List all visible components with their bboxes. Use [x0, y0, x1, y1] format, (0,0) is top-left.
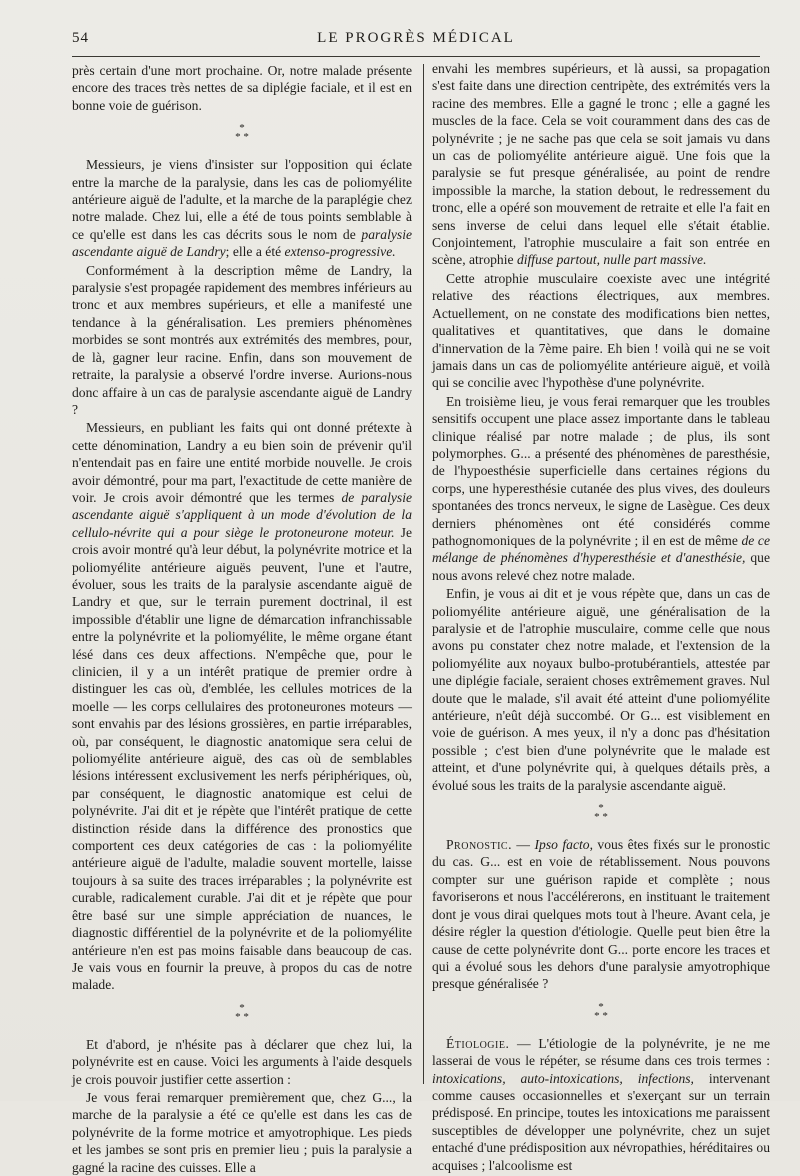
separator-stars: * * — [235, 1010, 249, 1023]
separator-stars: * * — [235, 131, 249, 144]
separator-star: * — [598, 1000, 604, 1013]
italic-term: paralysie ascendante aiguë de Landry — [72, 226, 412, 260]
section-separator — [72, 124, 412, 142]
paragraph: envahi les membres supérieurs, et là aussi, sa propagation s'est faite dans une direction centripète, des extrémités vers la racine des membres. Elle a gagné le tronc ; elle a gagné les muscles de la face. Cela se voit couramment dans des cas de polynévrite ; je ne sache pas que cela se soit jamais vu dans un cas de poliomyélite antérieure aiguë. Une fois que la paralysie se fut presque généralisée, au point de rendre impossible la marche, la station debout, le redressement du tronc, elle a opéré son mouvement de retraite et elle l'a fait en sens inverse de celui dans lequel elle s'était établie. Conjointement, l'atrophie musculaire a fait son entrée en scène, atrophie diffuse partout, nulle part massive. — [432, 61, 770, 268]
paragraph: Je vous ferai remarquer premièrement que, chez G..., la marche de la paralysie a été ce qu'elle est dans les cas de polynévrite de la forme motrice et amyotrophique. Les pieds et les jambes se sont pris en premier lieu ; puis la paralysie a gagné la racine des cuisses. Elle a — [72, 1089, 412, 1175]
italic-term: Ipso facto — [534, 837, 590, 853]
right-column — [432, 60, 770, 1174]
paragraph: Cette atrophie musculaire coexiste avec une intégrité relative des réactions électriques, aux membres. Actuellement, on ne constate des modifications bien nettes, qualitatives et quantitatives, que dans le domaine d'innervation de la 7ème paire. Eh bien ! voilà qui ne se voit jamais dans un cas de poliomyélite antérieure aiguë, et voilà qui se concilie avec l'hypothèse d'une polynévrite. — [432, 270, 770, 391]
italic-term: de ce mélange de phénomènes d'hyperesthésie et d'anesthésie, — [432, 532, 770, 566]
section-separator — [72, 1001, 412, 1023]
section-heading: Pronostic. — [446, 837, 512, 853]
paragraph: En troisième lieu, je vous ferai remarquer que les troubles sensitifs occupent une place assez importante dans le tableau clinique réalisé par notre malade ; de plus, ils sont polymorphes. G... a présenté des phénomènes de paresthésie, de l'hypoesthésie superficielle dans certaines régions du corps, une hyperesthésie cutanée des plus vives, des douleurs spontanées des troncs nerveux, le signe de Lasègue. Ces deux derniers phénomènes ont été considérés comme pathognomoniques de la polynévrite ; il en est de même de ce mélange de phénomènes d'hyperesthésie et d'anesthésie, que nous avons relevé chez notre malade. — [432, 393, 770, 583]
page-header — [72, 30, 760, 52]
paragraph: près certain d'une mort prochaine. Or, notre malade présente encore des traces très nettes de sa diplégie faciale, et il est en bonne voie de guérison. — [72, 63, 412, 113]
paragraph: Enfin, je vous ai dit et je vous répète que, dans un cas de poliomyélite antérieure aiguë, une généralisation de la paralysie et de l'atrophie musculaire, comme celle que nous avons pu constater chez notre malade, et l'extension de la poliomyélite aux noyaux bulbo-protubérantiels, attestée par une diplégie faciale, seraient choses extrêmement graves. Nul doute que le malade, s'il avait été atteint d'une poliomyélite antérieure, n'eût déjà succombé. Or G... est visiblement en voie de guérison. A mes yeux, il n'y a donc pas d'hésitation possible ; c'est bien d'une polynévrite que le malade est atteint, et d'une polynévrite qui, à quelques détails près, a évolué sous les traits de la paralysie ascendante aiguë. — [432, 586, 770, 793]
etiologie-paragraph: Étiologie. — L'étiologie de la polynévrite, je ne me lasserai de vous le répéter, se résume dans ces trois termes : intoxications, auto-intoxications, infections, intervenant comme causes occasionnelles et s'exerçant sur un terrain prédisposé. En principe, toutes les intoxications me paraissent susceptibles de développer une polynévrite, chez un sujet entaché d'une prédisposition aux névropathies, héréditaires ou acquises ; l'alcoolisme est — [432, 1035, 770, 1173]
running-title: LE PROGRÈS MÉDICAL — [317, 30, 515, 46]
left-column — [72, 62, 412, 1176]
italic-term: extenso-progressive. — [284, 244, 396, 260]
separator-star: * — [239, 122, 245, 135]
page-number: 54 — [72, 30, 89, 46]
paragraph: Messieurs, je viens d'insister sur l'opposition qui éclate entre la marche de la paralysie, dans les cas de poliomyélite antérieure aiguë de l'adulte, et la marche de la paraplégie chez notre malade. Chez lui, elle a été de tous points semblable à ce qu'elle est dans les cas décrits sous le nom de paralysie ascendante aiguë de Landry; elle a été extenso-progressive. — [72, 157, 412, 260]
separator-stars: * * — [594, 1009, 608, 1022]
section-separator — [432, 1000, 770, 1022]
italic-term: intoxications, auto-intoxications, infections, — [432, 1070, 694, 1086]
column-divider — [423, 64, 424, 1084]
italic-term: diffuse partout, nulle part massive. — [516, 252, 707, 268]
header-rule — [72, 56, 760, 57]
section-heading: Étiologie. — [446, 1035, 510, 1051]
pronostic-paragraph: Pronostic. — Ipso facto, vous êtes fixés sur le pronostic du cas. G... est en voie de rétablissement. Nous pouvons compter sur une guérison rapide et complète ; nous favoriserons et nous l'accélérerons, en instituant le traitement dont je vous dirai quelques mots tout à l'heure. Avant cela, je désire régler la question d'étiologie. Quelle peut bien être la cause de cette polynévrite dont G... porte encore les traces et qui a évolué sous les dehors d'une paralysie amyotrophique presque généralisée ? — [432, 837, 771, 992]
paragraph: Conformément à la description même de Landry, la paralysie s'est propagée rapidement des membres inférieurs au tronc et aux membres supérieurs, et elle a manifesté une tendance à la généralisation. Les premiers phénomènes morbides se sont montrés aux extrémités des membres, pour, de là, gagner leur racine. Enfin, dans son mouvement de retraite, la paralysie a observé l'ordre inverse. Aurions-nous donc affaire à un cas de paralysie ascendante aiguë de Landry ? — [72, 262, 412, 417]
paragraph: Et d'abord, je n'hésite pas à déclarer que chez lui, la polynévrite est en cause. Voici les arguments à l'aide desquels je crois pouvoir justifier cette assertion : — [72, 1036, 412, 1087]
italic-term: de paralysie ascendante aiguë s'appliquent à un mode d'évolution de la cellulo-névrite qui a pour siège le protoneurone moteur. — [72, 489, 413, 540]
separator-star: * — [239, 1001, 245, 1014]
separator-stars: * * — [594, 811, 608, 824]
paragraph: Messieurs, en publiant les faits qui ont donné prétexte à cette dénomination, Landry a eu bien soin de prévenir qu'il n'entendait pas en faire une entité morbide nouvelle. Je crois avoir démontré, pour ma part, l'exactitude de cette manière de voir. Je crois avoir démontré que les termes de paralysie ascendante aiguë s'appliquent à un mode d'évolution de la cellulo-névrite qui a pour siège le protoneurone moteur. Je crois avoir montré qu'à leur début, la polynévrite motrice et la poliomyélite antérieure aiguës peuvent, l'une et l'autre, évoluer, sous les traits de la paralysie ascendante aiguë de Landry et que, sur le terrain purement doctrinal, il est impossible d'établir une ligne de démarcation infranchissable entre la polynévrite et la poliomyélite, le même organe étant lésé dans ces deux affections. N'empêche que, pour le clinicien, il y a un intérêt pratique de premier ordre à distinguer les cas où, d'emblée, les cellules motrices de la moelle — les corps cellulaires des protoneurones moteurs — sont envahis par des lésions grossières, en partie irréparables, où, par conséquent, le diagnostic anatomique sera celui de poliomyélite antérieure aiguë, des cas où de semblables lésions intéressent exclusivement les nerfs périphériques, où, par conséquent, le diagnostic anatomique est celui de polynévrite. J'ai dit et je répète que l'intérêt pratique de cette distinction réside dans la différence des pronostics que comportent ces deux catégories de cas : la poliomyélite antérieure aiguë de l'adulte, maladie souvent mortelle, laisse toujours à sa suite des traces irréparables ; la polynévrite est curable, radicalement curable. J'ai dit et je répète que pour être basé sur une simple appréciation de nuances, le diagnostic différentiel de la polynévrite et de la poliomyélite antérieure n'en est pas moins faisable dans beaucoup de cas. Je vais vous en fournir la preuve, à propos du cas de notre malade. — [72, 420, 413, 993]
separator-star: * — [598, 802, 604, 815]
section-separator — [432, 804, 770, 822]
